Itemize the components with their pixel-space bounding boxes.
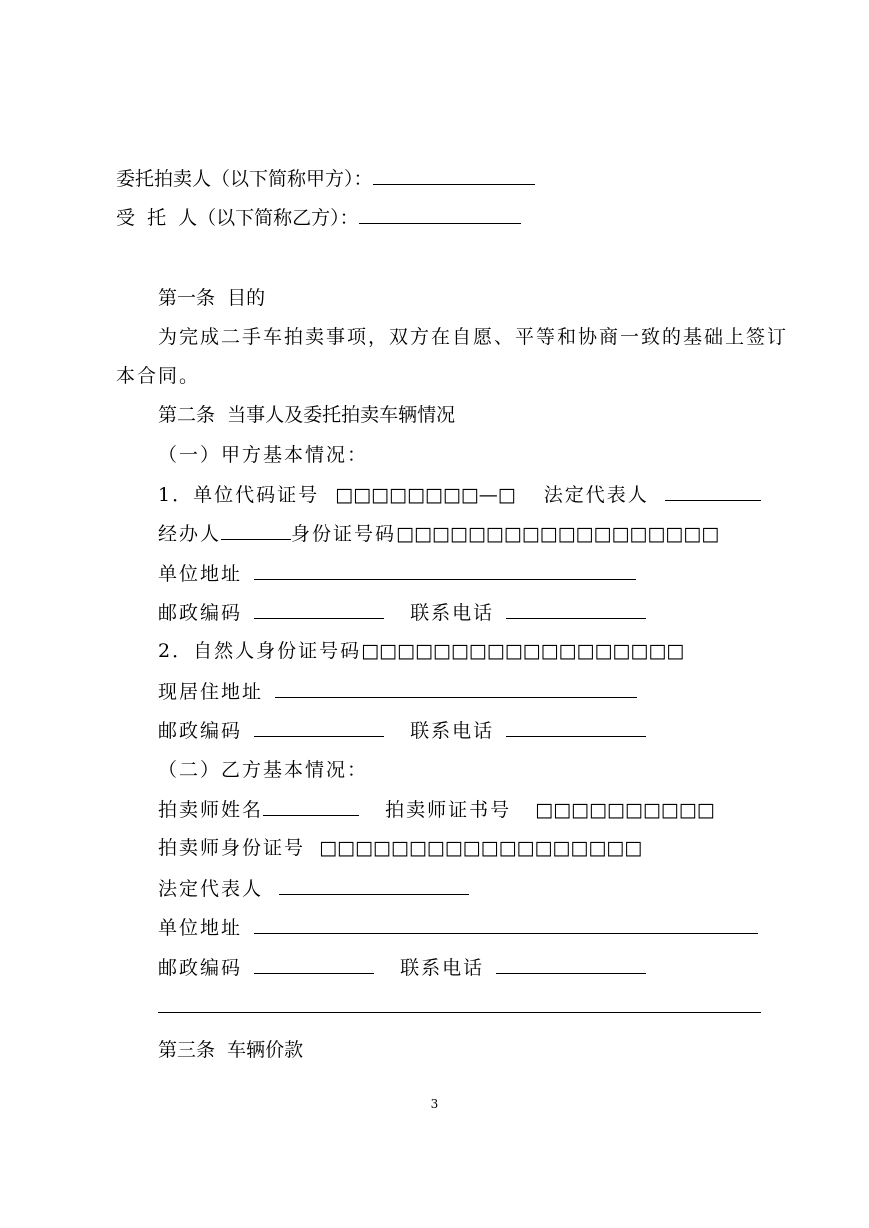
page-number: 3 — [430, 1097, 439, 1111]
address-label: 单位地址 — [158, 563, 243, 585]
article-1-title: 第一条 目的 — [158, 287, 266, 309]
auctioneer-id-boxes[interactable]: □□□□□□□□□□□□□□□□□□ — [319, 837, 643, 859]
residence-label: 现居住地址 — [158, 681, 264, 703]
party-a-postcode-blank[interactable] — [254, 600, 384, 619]
party-b-phone-blank[interactable] — [496, 955, 646, 974]
party-b-address-row — [158, 915, 758, 940]
org-code-row — [158, 482, 761, 507]
natural-person-label: 2．自然人身份证号码 — [158, 640, 362, 662]
phone-label-2: 联系电话 — [410, 720, 495, 742]
postcode-label: 邮政编码 — [158, 602, 243, 624]
legal-rep-label: 法定代表人 — [543, 484, 649, 506]
auctioneer-name-label: 拍卖师姓名 — [158, 799, 264, 821]
party-a-label: 委托拍卖人（以下简称甲方）： — [116, 168, 373, 190]
postcode-label-3: 邮政编码 — [158, 957, 243, 979]
party-a-address-row — [158, 561, 636, 586]
party-b-postcode-blank[interactable] — [254, 955, 374, 974]
article-3-title: 第三条 车辆价款 — [158, 1039, 304, 1061]
party-b-contact-row — [158, 955, 646, 980]
auctioneer-cert-boxes[interactable]: □□□□□□□□□□ — [535, 799, 715, 821]
natural-person-row — [158, 639, 684, 663]
section-divider — [158, 1012, 761, 1013]
party-b-info-heading: （二）乙方基本情况： — [158, 759, 369, 781]
natural-person-contact-row — [158, 718, 646, 743]
legal-rep-label-2: 法定代表人 — [158, 878, 264, 900]
postcode-label-2: 邮政编码 — [158, 720, 243, 742]
article-1-para-line2: 本合同。 — [116, 365, 201, 387]
party-b-line — [116, 205, 521, 230]
auctioneer-row — [158, 797, 715, 822]
agent-row — [158, 521, 719, 546]
legal-rep-blank[interactable] — [665, 482, 761, 501]
residence-row — [158, 679, 637, 704]
phone-label: 联系电话 — [410, 602, 495, 624]
org-code-boxes[interactable]: □□□□□□□□—□ — [335, 484, 516, 506]
article-2-title: 第二条 当事人及委托拍卖车辆情况 — [158, 404, 456, 426]
agent-id-boxes[interactable]: □□□□□□□□□□□□□□□□□□ — [396, 523, 720, 545]
id-number-label: 身份证号码 — [291, 523, 397, 545]
party-a-blank[interactable] — [373, 166, 535, 185]
party-b-address-blank[interactable] — [254, 915, 758, 934]
natural-person-phone-blank[interactable] — [506, 718, 646, 737]
party-a-phone-blank[interactable] — [506, 600, 646, 619]
auctioneer-id-row — [158, 836, 642, 860]
org-code-label: 1．单位代码证号 — [158, 484, 320, 506]
party-b-legal-rep-blank[interactable] — [279, 876, 469, 895]
party-b-blank[interactable] — [359, 205, 521, 224]
natural-person-postcode-blank[interactable] — [254, 718, 384, 737]
natural-person-id-boxes[interactable]: □□□□□□□□□□□□□□□□□□ — [361, 640, 685, 662]
party-a-contact-row — [158, 600, 646, 625]
auctioneer-id-label: 拍卖师身份证号 — [158, 837, 306, 859]
party-b-legal-rep-row — [158, 876, 469, 901]
agent-label: 经办人 — [158, 523, 222, 545]
auctioneer-name-blank[interactable] — [263, 797, 359, 816]
article-1-para-line1: 为完成二手车拍卖事项，双方在自愿、平等和协商一致的基础上签订 — [158, 326, 789, 348]
address-label-2: 单位地址 — [158, 917, 243, 939]
auctioneer-cert-label: 拍卖师证书号 — [385, 799, 512, 821]
party-a-address-blank[interactable] — [254, 561, 636, 580]
residence-blank[interactable] — [275, 679, 637, 698]
party-b-label: 受 托 人（以下简称乙方）： — [116, 207, 359, 229]
agent-blank[interactable] — [221, 521, 291, 540]
party-a-info-heading: （一）甲方基本情况： — [158, 444, 369, 466]
phone-label-3: 联系电话 — [400, 957, 485, 979]
party-a-line — [116, 166, 535, 191]
